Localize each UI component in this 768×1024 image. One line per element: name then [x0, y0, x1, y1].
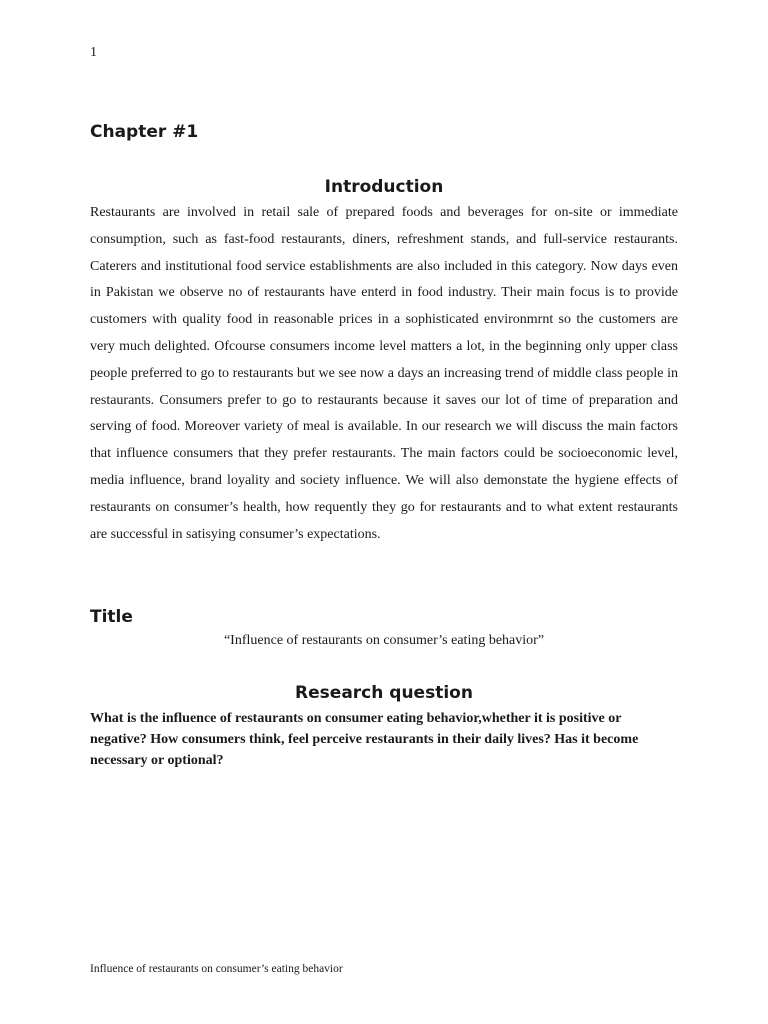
title-heading: Title: [90, 607, 133, 627]
chapter-heading: Chapter #1: [90, 122, 199, 142]
page-number: 1: [90, 45, 97, 60]
title-text: “Influence of restaurants on consumer’s eating behavior”: [223, 633, 545, 648]
introduction-heading: Introduction: [324, 177, 444, 197]
research-question-heading: Research question: [295, 683, 473, 703]
page-footer: Influence of restaurants on consumer’s eating behavior: [90, 963, 343, 975]
research-question-text: What is the influence of restaurants on consumer eating behavior,whether it is positive or negative? How consumers think, feel perceive restaurants in their daily lives? Has it become necessary or optional?: [90, 711, 639, 768]
introduction-body: Restaurants are involved in retail sale of prepared foods and beverages for on-site or immediate consumption, such as fast-food restaurants, diners, refreshment stands, and full-service restaurants. Caterers and institutional food service establishments are also included in this category. Now days even in Pakistan we observe no of restaurants have enterd in food industry. Their main focus is to provide customers with quality food in reasonable prices in a sophisticated environmrnt so the customers are very much delighted. Ofcourse consumers income level matters a lot, in the beginning only upper class people preferred to go to restaurants but we see now a days an increasing trend of middle class people in restaurants. Consumers prefer to go to restaurants because it saves our lot of time of preparation and serving of food. Moreover variety of meal is available. In our research we will discuss the main factors that influence consumers that they prefer restaurants. The main factors could be socioeconomic level, media influence, brand loyality and society influence. We will also demonstate the hygiene effects of restaurants on consumer’s health, how requently they go for restaurants and to what extent restaurants are successful in satisying consumer’s expectations.: [90, 205, 678, 542]
